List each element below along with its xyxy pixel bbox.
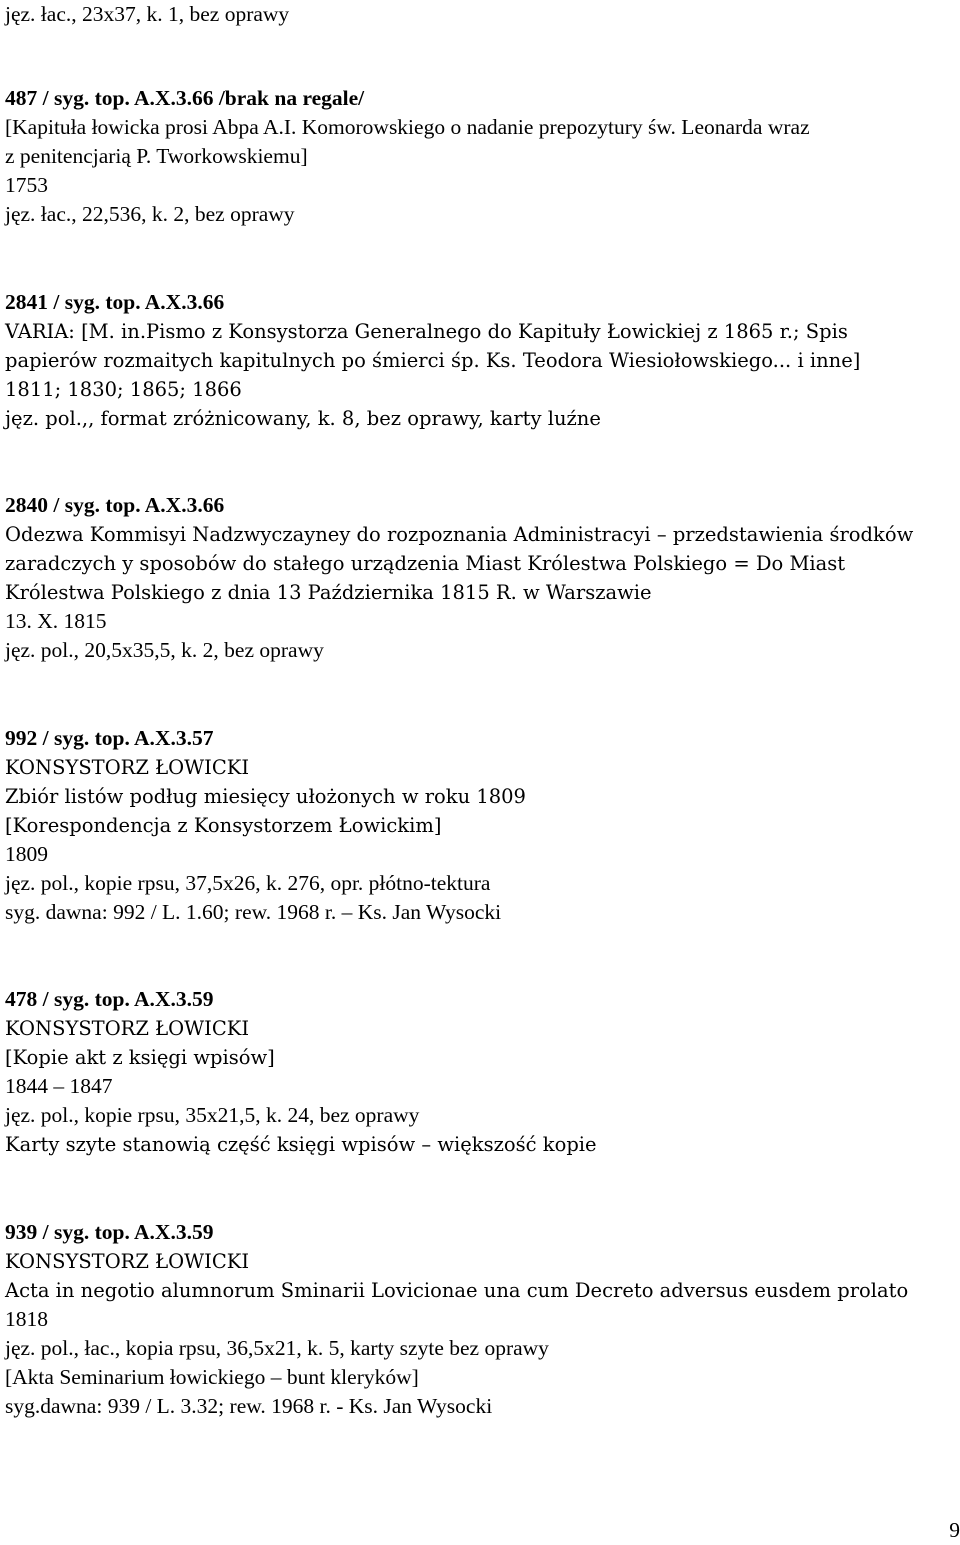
text-line: 1844 – 1847 xyxy=(5,1074,113,1098)
entry-heading: 939 / syg. top. A.X.3.59 xyxy=(5,1220,214,1244)
text-line: 1809 xyxy=(5,842,48,866)
text-line: Odezwa Kommisyi Nadzwyczayney do rozpoznania Administracyi – przedstawienia środków xyxy=(5,523,914,546)
text-line: 1753 xyxy=(5,173,48,197)
entry-heading: 478 / syg. top. A.X.3.59 xyxy=(5,987,214,1011)
text-line: papierów rozmaitych kapitulnych po śmierci śp. Ks. Teodora Wiesiołowskiego... i inne] xyxy=(5,349,861,372)
text-line: VARIA: [M. in.Pismo z Konsystorza Generalnego do Kapituły Łowickiej z 1865 r.; Spis xyxy=(5,320,848,343)
text-line: 13. X. 1815 xyxy=(5,609,107,633)
text-line: Acta in negotio alumnorum Sminarii Lovicionae una cum Decreto adversus eusdem prolato xyxy=(5,1279,909,1302)
text-line: z penitencjarią P. Tworkowskiemu] xyxy=(5,144,308,168)
text-line: syg. dawna: 992 / L. 1.60; rew. 1968 r. – Ks. Jan Wysocki xyxy=(5,900,502,924)
text-line: KONSYSTORZ ŁOWICKI xyxy=(5,1017,250,1040)
text-line: 1818 xyxy=(5,1307,48,1331)
text-line: zaradczych y sposobów do stałego urządzenia Miast Królestwa Polskiego = Do Miast xyxy=(5,552,846,575)
text-line: [Korespondencja z Konsystorzem Łowickim] xyxy=(5,814,442,837)
text-line: 1811; 1830; 1865; 1866 xyxy=(5,378,242,401)
text-line: [Kapituła łowicka prosi Abpa A.I. Komorowskiego o nadanie prepozytury św. Leonarda wraz xyxy=(5,115,810,139)
entry-heading: 487 / syg. top. A.X.3.66 /brak na regale/ xyxy=(5,86,365,110)
text-line: KONSYSTORZ ŁOWICKI xyxy=(5,1250,250,1273)
page-number: 9 xyxy=(949,1518,960,1542)
text-line: Karty szyte stanowią część księgi wpisów – większość kopie xyxy=(5,1133,597,1156)
text-line: [Akta Seminarium łowickiego – bunt kleryków] xyxy=(5,1365,419,1389)
text-line: jęz. pol., kopie rpsu, 35x21,5, k. 24, bez oprawy xyxy=(5,1103,420,1127)
text-line: [Kopie akt z księgi wpisów] xyxy=(5,1046,275,1069)
entry-heading: 2840 / syg. top. A.X.3.66 xyxy=(5,493,225,517)
text-line: Zbiór listów podług miesięcy ułożonych w roku 1809 xyxy=(5,785,526,808)
text-line: jęz. pol.,, format zróżnicowany, k. 8, bez oprawy, karty luźne xyxy=(5,407,601,430)
text-line: jęz. łac., 23x37, k. 1, bez oprawy xyxy=(5,2,290,26)
text-line: KONSYSTORZ ŁOWICKI xyxy=(5,756,250,779)
text-line: jęz. pol., łac., kopia rpsu, 36,5x21, k. 5, karty szyte bez oprawy xyxy=(5,1336,549,1360)
entry-heading: 2841 / syg. top. A.X.3.66 xyxy=(5,290,225,314)
text-line: jęz. łac., 22,536, k. 2, bez oprawy xyxy=(5,202,295,226)
entry-heading: 992 / syg. top. A.X.3.57 xyxy=(5,726,214,750)
text-line: syg.dawna: 939 / L. 3.32; rew. 1968 r. - Ks. Jan Wysocki xyxy=(5,1394,493,1418)
text-line: Królestwa Polskiego z dnia 13 Października 1815 R. w Warszawie xyxy=(5,581,652,604)
text-line: jęz. pol., kopie rpsu, 37,5x26, k. 276, opr. płótno-tektura xyxy=(5,871,491,895)
text-line: jęz. pol., 20,5x35,5, k. 2, bez oprawy xyxy=(5,638,324,662)
